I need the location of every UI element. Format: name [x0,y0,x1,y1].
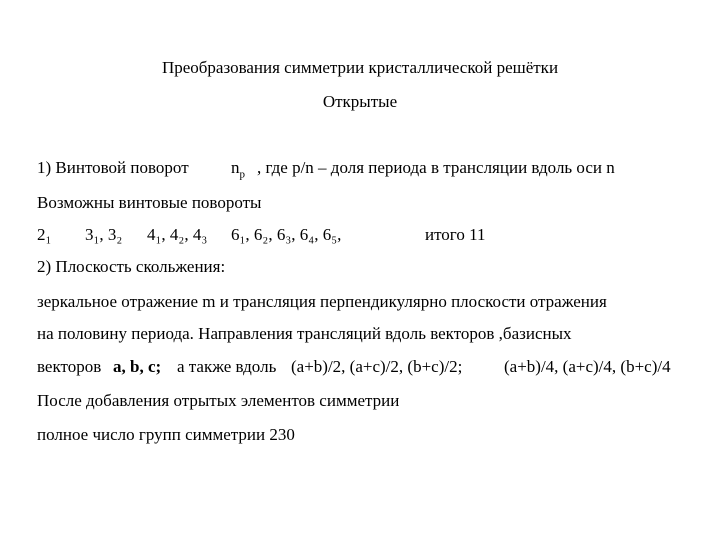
possible-screws-heading: Возможны винтовые повороты [37,193,262,212]
half-combos: (a+b)/2, (a+c)/2, (b+c)/2; [291,357,463,376]
item-glide-plane: 2) Плоскость скольжения: [37,257,226,276]
screw-group-2: 2₁ [37,225,52,244]
screw-group-4: 4₁, 4₂, 4₃ [147,225,208,244]
glide-description-2: на половину периода. Направления трансляций вдоль векторов ,базисных [37,324,572,343]
glide-description-1: зеркальное отражение m и трансляция перпендикулярно плоскости отражения [37,292,607,311]
quarter-combos: (a+b)/4, (a+c)/4, (b+c)/4 [504,357,671,376]
basis-vectors: a, b, c; [113,357,162,376]
screw-total: итого 11 [425,225,486,244]
item1-text: , где p/n – доля периода в трансляции вдоль оси n [257,158,615,177]
screw-symbol-base: n [231,158,240,177]
item1-label: 1) Винтовой поворот [37,158,189,177]
slide-subtitle: Открытые [322,92,398,111]
slide-title: Преобразования симметрии кристаллической решётки [161,58,559,77]
screw-symbol [231,158,245,184]
glide3-part1: векторов [37,357,102,376]
screw-group-6: 6₁, 6₂, 6₃, 6₄, 6₅, [231,225,342,244]
after-open-elements: После добавления отрытых элементов симметрии [37,391,400,410]
glide3-part2: а также вдоль [177,357,277,376]
total-groups: полное число групп симметрии 230 [37,425,295,444]
screw-symbol-sub: p [239,168,245,181]
screw-group-3: 3₁, 3₂ [85,225,123,244]
